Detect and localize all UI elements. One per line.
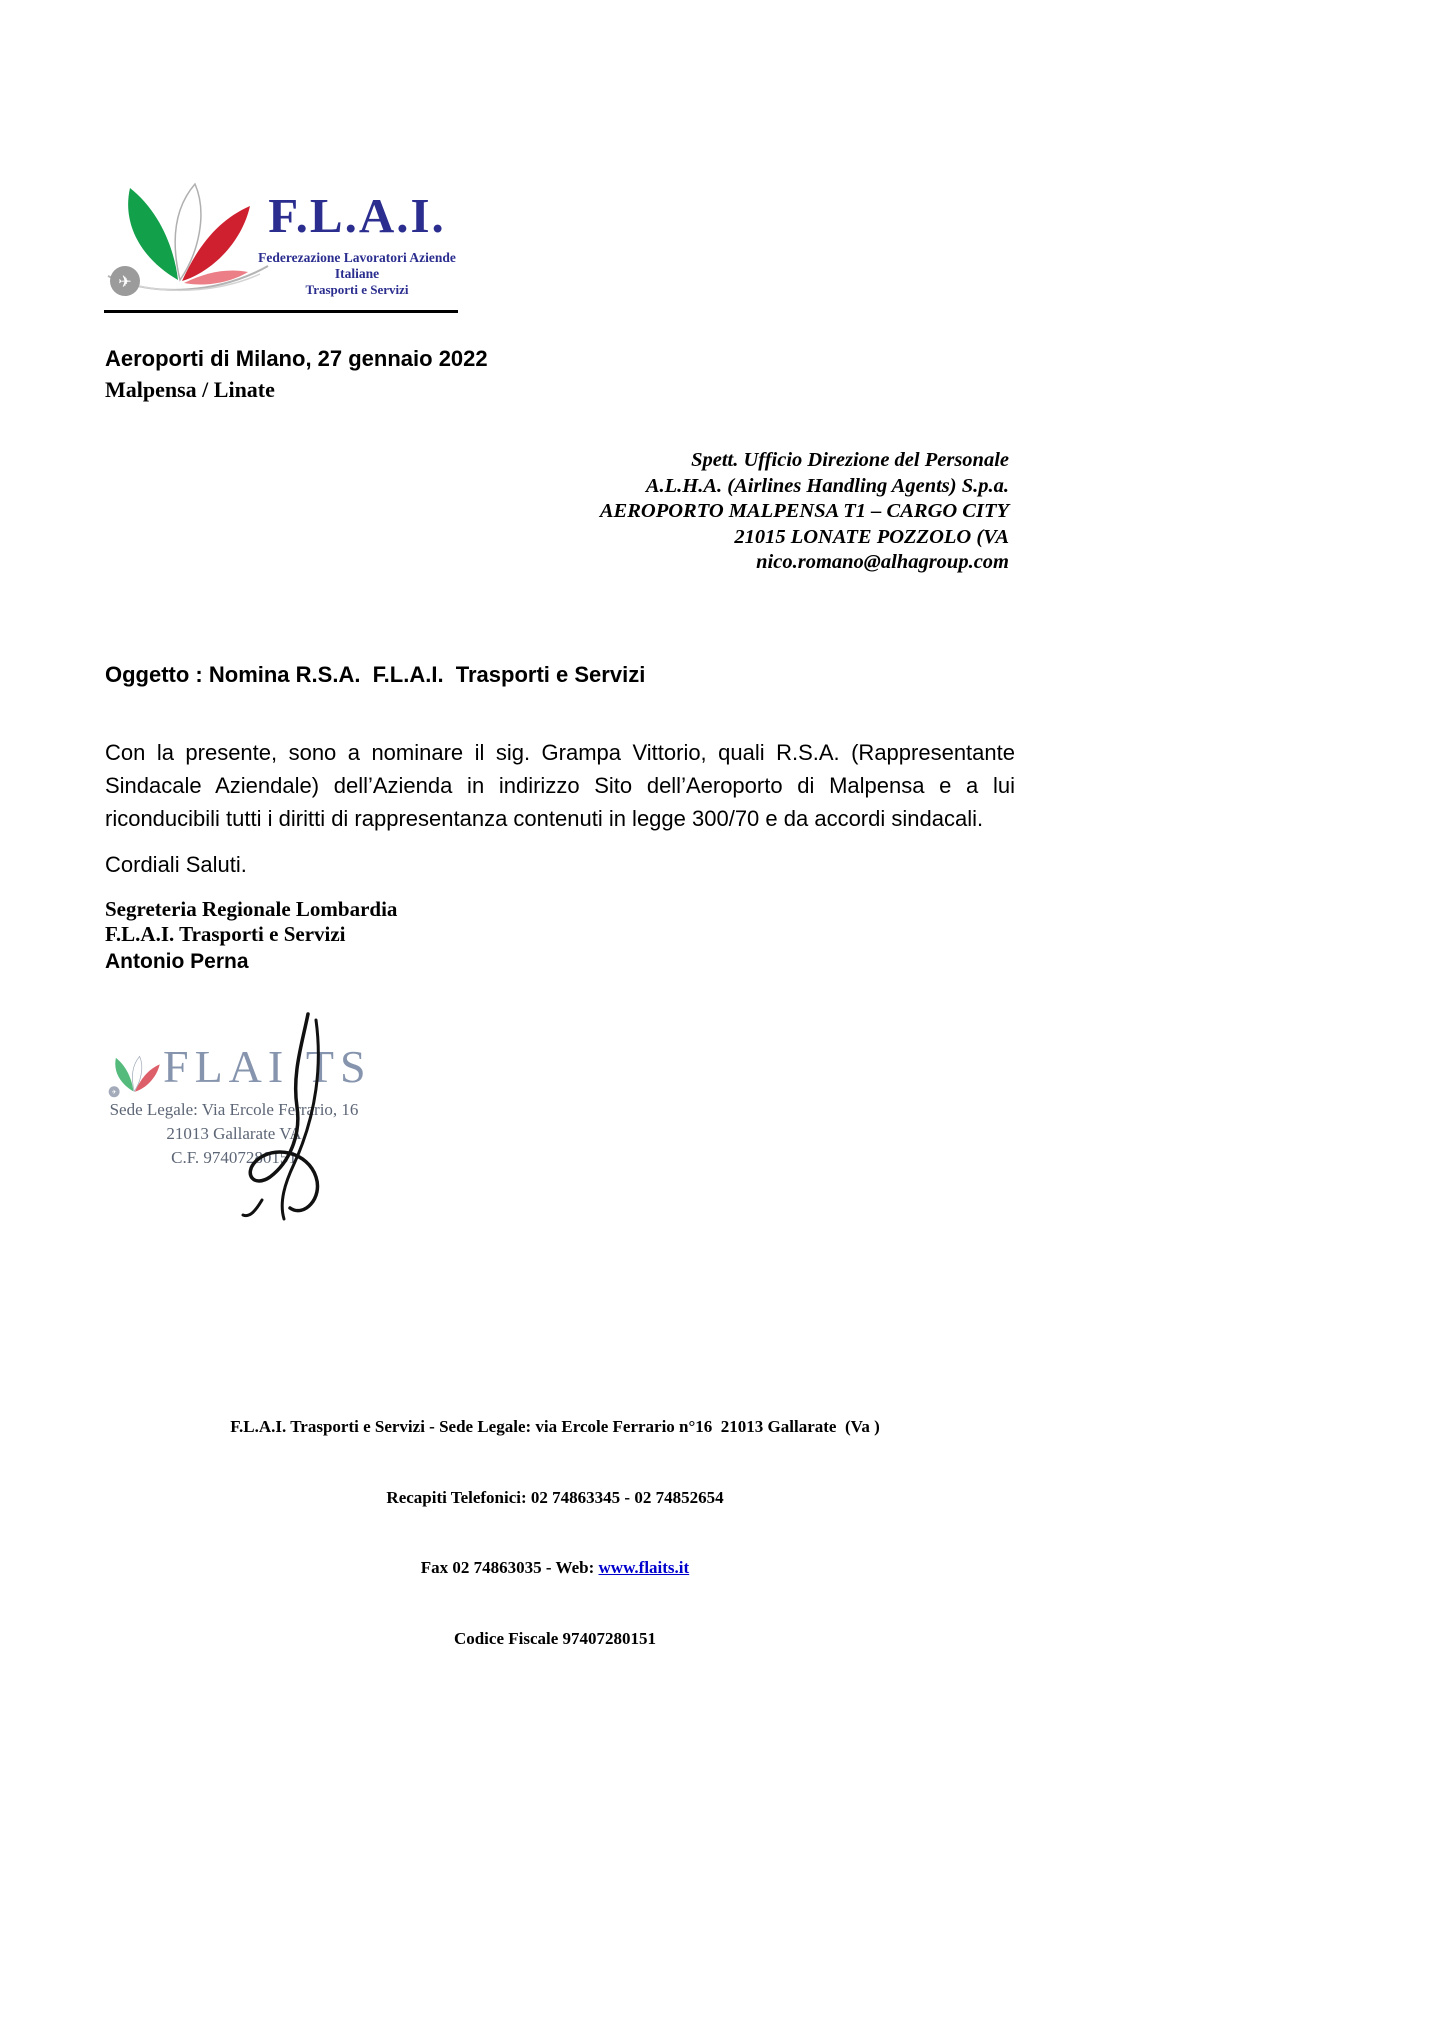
recipient-address <box>600 448 1009 576</box>
logo-title: F.L.A.I. <box>268 188 446 243</box>
footer-line-fax-web <box>85 1556 1025 1580</box>
recipient-line-city: 21015 LONATE POZZOLO (VA <box>734 525 1009 548</box>
signature-name: Antonio Perna <box>105 950 249 973</box>
stamp-address-line2: 21013 Gallarate VA <box>166 1124 302 1143</box>
recipient-line-airport: AEROPORTO MALPENSA T1 – CARGO CITY <box>599 500 1009 522</box>
location-line: Malpensa / Linate <box>105 377 275 402</box>
footer-fax-text: Fax 02 74863035 - Web: <box>420 1558 599 1577</box>
handwritten-signature <box>178 1012 378 1227</box>
recipient-line-office: Spett. Ufficio Direzione del Personale <box>691 449 1009 471</box>
signature-org-line1: Segreteria Regionale Lombardia <box>105 897 398 921</box>
date-block <box>105 345 488 404</box>
footer <box>85 1368 1025 1697</box>
logo-subtitle-services: Trasporti e Servizi <box>305 282 409 297</box>
date-line: Aeroporti di Milano, 27 gennaio 2022 <box>105 346 488 371</box>
logo-subtitle-federation: Federezazione Lavoratori Aziende Italiane <box>258 250 456 281</box>
signature-org-line2: F.L.A.I. Trasporti e Servizi <box>105 922 346 946</box>
letterhead <box>252 188 462 298</box>
footer-line-fiscal-code: Codice Fiscale 97407280151 <box>453 1628 657 1648</box>
closing-line: Cordiali Saluti. <box>105 852 247 877</box>
body-paragraph: Con la presente, sono a nominare il sig. Grampa Vittorio, quali R.S.A. (Rappresentante Sindacale Aziendale) dell’Azienda in indirizzo Sito dell’Aeroporto di Malpensa e a lui riconducibili tutti i diritti di rappresentanza contenuti in legge 300/70 e da accordi sindacali. <box>105 740 1015 831</box>
stamp-title: FLAI TS <box>163 1041 372 1092</box>
flai-logo-icon <box>100 178 270 303</box>
recipient-line-email: nico.romano@alhagroup.com <box>756 551 1009 573</box>
stamp-address-line1: Sede Legale: Via Ercole Ferrario, 16 <box>109 1100 359 1119</box>
stamp-logo-icon <box>105 1054 167 1100</box>
signature-block <box>105 897 397 974</box>
footer-line-address: F.L.A.I. Trasporti e Servizi - Sede Legale: via Ercole Ferrario n°16 21013 Gallarate (Va ) <box>230 1417 880 1436</box>
recipient-line-company: A.L.H.A. (Airlines Handling Agents) S.p.a. <box>645 474 1009 497</box>
subject-line: Oggetto : Nomina R.S.A. F.L.A.I. Trasporti e Servizi <box>105 662 646 687</box>
svg-text:✈: ✈ <box>111 1089 117 1096</box>
stamp-address-line3: C.F. 97407280151 <box>171 1148 297 1167</box>
footer-line-phones: Recapiti Telefonici: 02 74863345 - 02 74852654 <box>386 1487 724 1507</box>
letterhead-divider <box>104 310 458 313</box>
flaits-website-link[interactable]: www.flaits.it <box>598 1558 690 1577</box>
svg-text:✈: ✈ <box>118 274 132 291</box>
